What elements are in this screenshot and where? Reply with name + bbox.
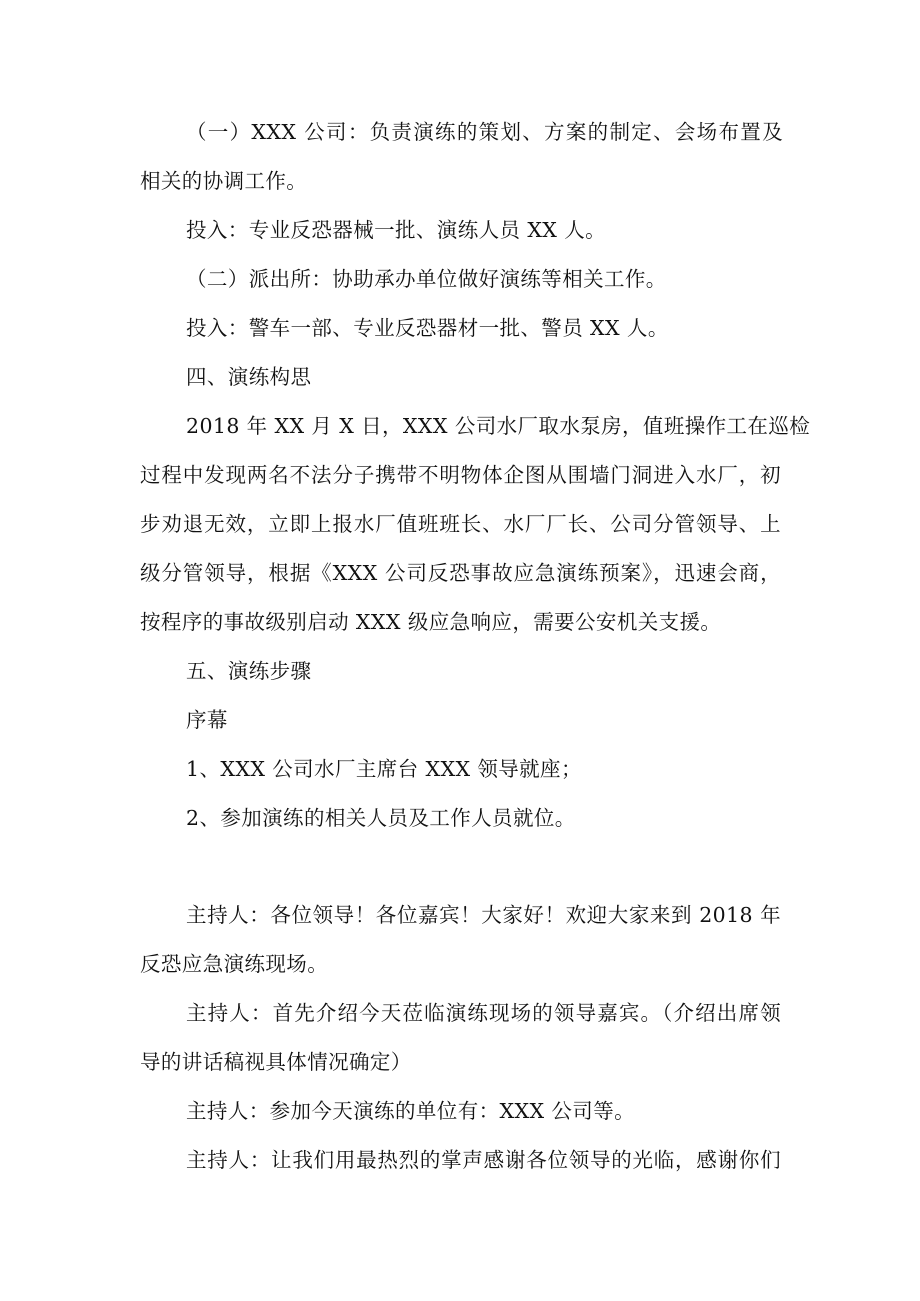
- host-remark-3: 主持人：参加今天演练的单位有：XXX 公司等。: [186, 1099, 635, 1123]
- heading-drill-steps: 五、演练步骤: [186, 659, 312, 683]
- concept-paragraph-line-4: 级分管领导，根据《XXX 公司反恐事故应急演练预案》，迅速会商，: [140, 561, 781, 585]
- host-remark-4-line-1: 主持人：让我们用最热烈的掌声感谢各位领导的光临，感谢你们: [186, 1148, 781, 1172]
- concept-paragraph-line-3: 步劝退无效，立即上报水厂值班班长、水厂厂长、公司分管领导、上: [140, 512, 781, 536]
- section-2-input: 投入：警车一部、专业反恐器材一批、警员 XX 人。: [186, 316, 669, 340]
- concept-paragraph-line-5: 按程序的事故级别启动 XXX 级应急响应，需要公安机关支援。: [140, 610, 722, 634]
- section-1-heading-line-1: （一）XXX 公司：负责演练的策划、方案的制定、会场布置及: [186, 120, 783, 144]
- section-1-input: 投入：专业反恐器械一批、演练人员 XX 人。: [186, 218, 607, 242]
- section-1-heading-line-2: 相关的协调工作。: [140, 169, 308, 193]
- heading-drill-concept: 四、演练构思: [186, 365, 312, 389]
- host-remark-1-line-1: 主持人：各位领导！各位嘉宾！大家好！欢迎大家来到 2018 年: [186, 903, 781, 927]
- concept-paragraph-line-2: 过程中发现两名不法分子携带不明物体企图从围墙门洞进入水厂，初: [140, 463, 781, 487]
- prelude-heading: 序幕: [186, 708, 228, 732]
- prelude-step-1: 1、XXX 公司水厂主席台 XXX 领导就座；: [186, 757, 582, 781]
- section-2-heading: （二）派出所：协助承办单位做好演练等相关工作。: [186, 267, 667, 291]
- host-remark-1-line-2: 反恐应急演练现场。: [140, 952, 329, 976]
- concept-paragraph-line-1: 2018 年 XX 月 X 日，XXX 公司水厂取水泵房，值班操作工在巡检: [186, 414, 811, 438]
- prelude-step-2: 2、参加演练的相关人员及工作人员就位。: [186, 806, 576, 830]
- host-remark-2-line-2: 导的讲话稿视具体情况确定）: [140, 1050, 412, 1074]
- host-remark-2-line-1: 主持人：首先介绍今天莅临演练现场的领导嘉宾。（介绍出席领: [186, 1001, 781, 1025]
